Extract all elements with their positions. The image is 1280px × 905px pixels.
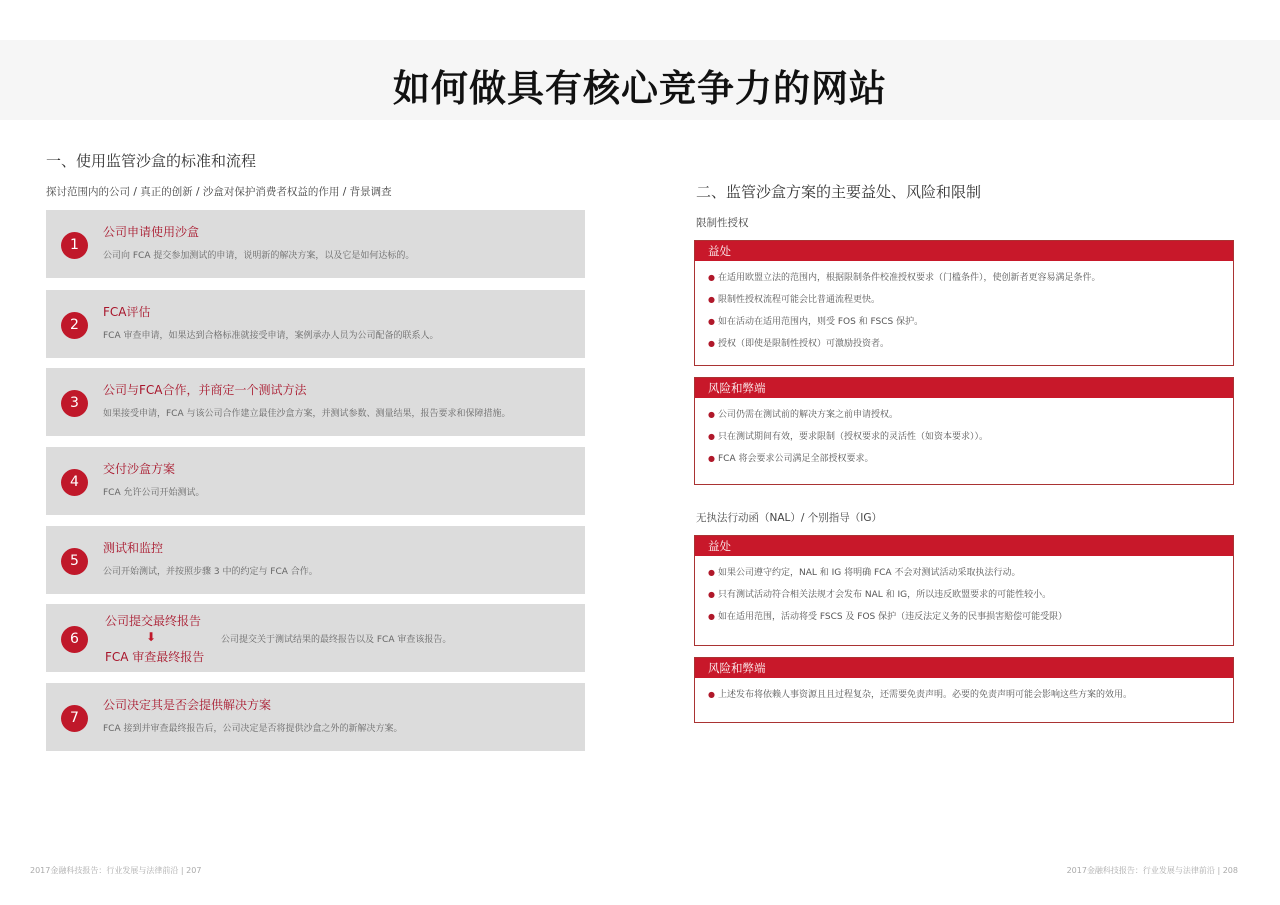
- step-number: 3: [61, 390, 88, 417]
- bullet-item: ● 上述发布将依赖人事资源且且过程复杂，还需要免责声明。必要的免责声明可能会影响这些方案的效用。: [708, 687, 1233, 700]
- section-one-subtitle: 探讨范围内的公司 / 真正的创新 / 沙盒对保护消费者权益的作用 / 背景调查: [46, 186, 392, 198]
- step-number: 4: [61, 469, 88, 496]
- step-desc: FCA 审查申请，如果达到合格标准就接受申请，案例承办人员为公司配备的联系人。: [103, 331, 439, 341]
- step-card: [46, 526, 585, 594]
- bullet-item: ● 限制性授权流程可能会比普通流程更快。: [708, 292, 1233, 305]
- step-title: 公司申请使用沙盒: [103, 225, 200, 239]
- arrow-down-icon: ⬇: [146, 630, 157, 644]
- step-title: 公司提交最终报告: [105, 614, 202, 628]
- step-card: [46, 683, 585, 751]
- bullet-item: ● 如在适用范围，活动将受 FSCS 及 FOS 保护（违反法定义务的民事损害赔偿可能受限）: [708, 609, 1233, 622]
- step-card: [46, 368, 585, 436]
- box-header: 益处: [695, 536, 1233, 556]
- step-desc: 公司向 FCA 提交参加测试的申请，说明新的解决方案，以及它是如何达标的。: [103, 251, 415, 261]
- step-desc: FCA 允许公司开始测试。: [103, 488, 205, 498]
- label-restricted-authorization: 限制性授权: [696, 217, 749, 229]
- box-header: 益处: [695, 241, 1233, 261]
- bullet-item: ● 授权（即使是限制性授权）可激励投资者。: [708, 336, 1233, 349]
- step-card: [46, 604, 585, 672]
- step-card: [46, 290, 585, 358]
- bullet-item: ● 公司仍需在测试前的解决方案之前申请授权。: [708, 407, 1233, 420]
- step-title: 交付沙盒方案: [103, 462, 176, 476]
- bullet-item: ● 如果公司遵守约定，NAL 和 IG 将明确 FCA 不会对测试活动采取执法行动。: [708, 565, 1233, 578]
- footer-right: 2017金融科技报告：行业发展与法律前沿 | 208: [1066, 866, 1238, 875]
- step-desc: FCA 接到并审查最终报告后，公司决定是否将提供沙盒之外的新解决方案。: [103, 724, 403, 734]
- step-number: 6: [61, 626, 88, 653]
- step-card: [46, 210, 585, 278]
- step-desc: 如果接受申请，FCA 与该公司合作建立最佳沙盒方案，并测试参数、测量结果，报告要求和保障措施。: [103, 409, 511, 419]
- step-title: FCA评估: [103, 305, 151, 319]
- section-two-title: 二、监管沙盒方案的主要益处、风险和限制: [696, 183, 982, 201]
- bullet-item: ● 在适用欧盟立法的范围内，根据限制条件校准授权要求（门槛条件），使创新者更容易满足条件。: [708, 270, 1233, 283]
- bullet-item: ● FCA 将会要求公司满足全部授权要求。: [708, 451, 1233, 464]
- bullet-item: ● 只在测试期间有效，要求限制（授权要求的灵活性（如资本要求））。: [708, 429, 1233, 442]
- step-title-2: FCA 审查最终报告: [105, 650, 205, 664]
- label-nal-ig: 无执法行动函（NAL）/ 个别指导（IG）: [696, 512, 882, 524]
- box-header: 风险和弊端: [695, 378, 1233, 398]
- step-title: 公司与FCA合作，并商定一个测试方法: [103, 383, 307, 397]
- bullet-item: ● 只有测试活动符合相关法规才会发布 NAL 和 IG，所以违反欧盟要求的可能性较小。: [708, 587, 1233, 600]
- box-risks-2: [694, 657, 1234, 723]
- step-card: [46, 447, 585, 515]
- step-title: 测试和监控: [103, 541, 164, 555]
- step-number: 5: [61, 548, 88, 575]
- box-benefits-2: [694, 535, 1234, 646]
- box-header: 风险和弊端: [695, 658, 1233, 678]
- box-risks-1: [694, 377, 1234, 485]
- section-one-title: 一、使用监管沙盒的标准和流程: [46, 152, 257, 170]
- step-number: 7: [61, 705, 88, 732]
- step-number: 2: [61, 312, 88, 339]
- step-desc: 公司开始测试，并按照步骤 3 中的约定与 FCA 合作。: [103, 567, 318, 577]
- step-desc: 公司提交关于测试结果的最终报告以及 FCA 审查该报告。: [221, 635, 452, 645]
- overlay-title: 如何做具有核心竞争力的网站: [393, 67, 887, 110]
- box-benefits-1: [694, 240, 1234, 366]
- step-number: 1: [61, 232, 88, 259]
- bullet-item: ● 如在活动在适用范围内，则受 FOS 和 FSCS 保护。: [708, 314, 1233, 327]
- step-title: 公司决定其是否会提供解决方案: [103, 698, 272, 712]
- footer-left: 2017金融科技报告：行业发展与法律前沿 | 207: [30, 866, 202, 875]
